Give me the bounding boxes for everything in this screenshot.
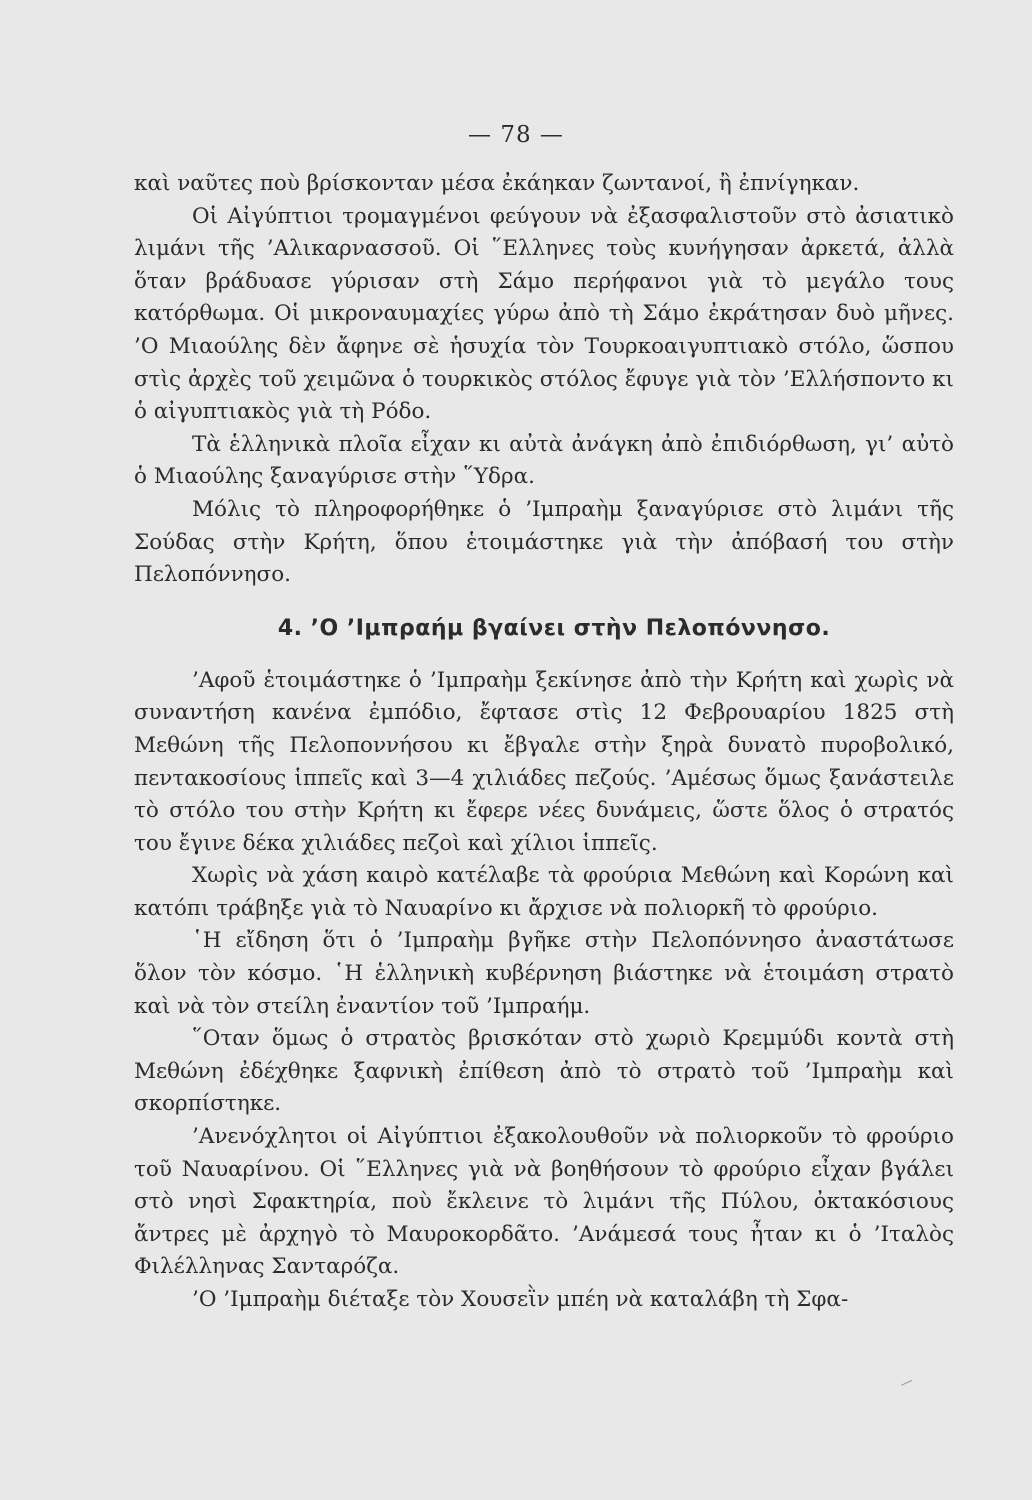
print-mark [901, 1380, 915, 1391]
paragraph: ’Ο ’Ιμπραὴμ διέταξε τὸν Χουσεῒν μπέη νὰ καταλάβη τὴ Σφα- [192, 1287, 849, 1312]
page-number: — 78 — [468, 122, 564, 148]
paragraph: Τὰ ἑλληνικὰ πλοῖα εἶχαν κι αὐτὰ ἀνάγκη ἀπὸ ἐπιδιόρθωση, γι’ αὐτὸ ὁ Μιαούλης ξαναγύρισε στὴν ῞Υδρα. [134, 431, 954, 490]
paragraph-continuation: καὶ ναῦτες ποὺ βρίσκονταν μέσα ἐκάηκαν ζωντανοί, ἢ ἐπνίγηκαν. [134, 171, 860, 196]
paragraph: ῞Οταν ὅμως ὁ στρατὸς βρισκόταν στὸ χωριὸ Κρεμμύδι κοντὰ στὴ Μεθώνη ἐδέχθηκε ξαφνικὴ ἐπίθεση ἀπὸ τὸ στρατὸ τοῦ ’Ιμπραὴμ καὶ σκορπίστηκε. [134, 1026, 954, 1117]
paragraph: ῾Η εἴδηση ὅτι ὁ ’Ιμπραὴμ βγῆκε στὴν Πελοπόννησο ἀναστάτωσε ὅλον τὸν κόσμο. ῾Η ἑλληνικὴ κυβέρνηση βιάστηκε νὰ ἑτοιμάση στρατὸ καὶ νὰ τὸν στείλη ἐναντίον τοῦ ’Ιμπραήμ. [134, 928, 954, 1019]
paragraph: Χωρὶς νὰ χάση καιρὸ κατέλαβε τὰ φρούρια Μεθώνη καὶ Κορώνη καὶ κατόπι τράβηξε γιὰ τὸ Ναυαρίνο κι ἄρχισε νὰ πολιορκῆ τὸ φρούριο. [134, 863, 954, 921]
paragraph: Μόλις τὸ πληροφορήθηκε ὁ ’Ιμπραὴμ ξαναγύρισε στὸ λιμάνι τῆς Σούδας στὴν Κρήτη, ὅπου ἑτοιμάστηκε γιὰ τὴν ἀπόβασή του στὴν Πελοπόννησο. [134, 496, 954, 588]
section-heading: 4. ’Ο ’Ιμπραήμ βγαίνει στὴν Πελοπόννησο. [277, 615, 831, 641]
page-body [134, 168, 954, 1317]
paragraph: ’Αφοῦ ἑτοιμάστηκε ὁ ’Ιμπραὴμ ξεκίνησε ἀπὸ τὴν Κρήτη καὶ χωρὶς νὰ συναντήση κανένα ἐμπόδιο, ἔφτασε στὶς 12 Φεβρουαρίου 1825 στὴ Μεθώνη τῆς Πελοποννήσου κι ἔβγαλε στὴν ξηρὰ δυνατὸ πυροβολικό, πεντακοσίους ἱππεῖς καὶ 3—4 χιλιάδες πεζούς. ’Αμέσως ὅμως ξανάστειλε τὸ στόλο του στὴν Κρήτη κι ἔφερε νέες δυνάμεις, ὥστε ὅλος ὁ στρατός του ἔγινε δέκα χιλιάδες πεζοὶ καὶ χίλιοι ἱππεῖς. [134, 667, 954, 856]
paragraph: ’Ανενόχλητοι οἱ Αἰγύπτιοι ἐξακολουθοῦν νὰ πολιορκοῦν τὸ φρούριο τοῦ Ναυαρίνου. Οἱ ῞Ελληνες γιὰ νὰ βοηθήσουν τὸ φρούριο εἶχαν βγάλει στὸ νησὶ Σφακτηρία, ποὺ ἔκλεινε τὸ λιμάνι τῆς Πύλου, ὀκτακόσιους ἄντρες μὲ ἀρχηγὸ τὸ Μαυροκορδᾶτο. ’Ανάμεσά τους ἦταν κι ὁ ’Ιταλὸς Φιλέλληνας Σανταρόζα. [134, 1124, 954, 1280]
paragraph: Οἱ Αἰγύπτιοι τρομαγμένοι φεύγουν νὰ ἐξασφαλιστοῦν στὸ ἀσιατικὸ λιμάνι τῆς ’Αλικαρνασσοῦ. Οἱ ῞Ελληνες τοὺς κυνήγησαν ἀρκετά, ἀλλὰ ὅταν βράδυασε γύρισαν στὴ Σάμο περήφανοι γιὰ τὸ μεγάλο τους κατόρθωμα. Οἱ μικροναυμαχίες γύρω ἀπὸ τὴ Σάμο ἐκράτησαν δυὸ μῆνες. ’Ο Μιαούλης δὲν ἄφηνε σὲ ἡσυχία τὸν Τουρκοαιγυπτιακὸ στόλο, ὥσπου στὶς ἀρχὲς τοῦ χειμῶνα ὁ τουρκικὸς στόλος ἔφυγε γιὰ τὸν ’Ελλήσποντο κι ὁ αἰγυπτιακὸς γιὰ τὴ Ρόδο. [134, 203, 954, 425]
